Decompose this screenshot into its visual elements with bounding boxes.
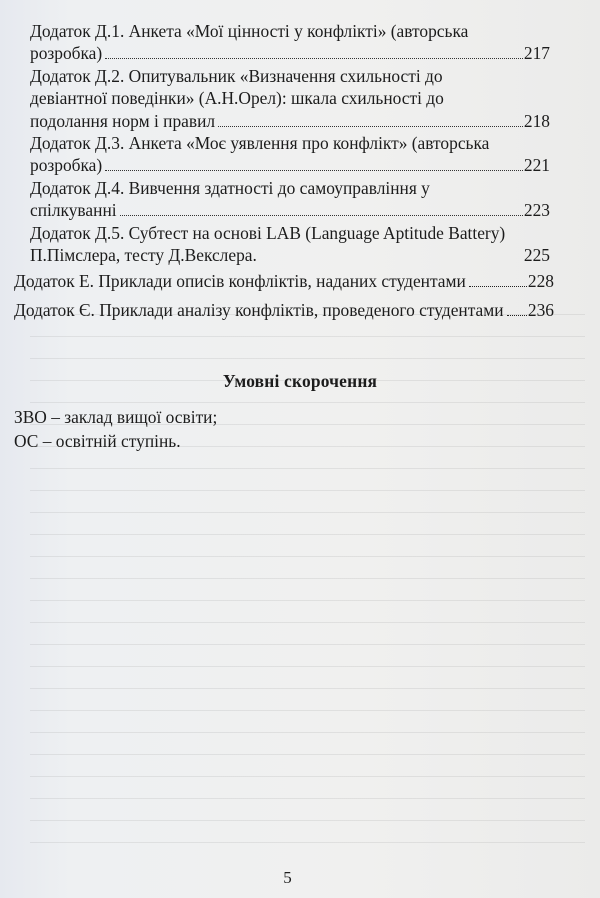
toc-entry-text: спілкуванні (30, 200, 117, 221)
toc-entry-text: Додаток Д.5. Субтест на основі LAB (Language Aptitude Battery) (30, 223, 506, 243)
toc-page-number: 218 (523, 110, 550, 131)
abbreviation-item: ОС – освітній ступінь. (14, 431, 181, 451)
dot-leader (105, 169, 523, 171)
toc-entry-text: Додаток Д.3. Анкета «Моє уявлення про конфлікт» (авторська (30, 133, 490, 153)
toc-entry-text: Додаток Є. Приклади аналізу конфліктів, проведеного студентами (14, 300, 504, 320)
toc-entry-line (30, 65, 550, 87)
toc-entry-line (30, 177, 550, 199)
toc-entry-text: девіантної поведінки» (А.Н.Орел): шкала схильності до (30, 88, 444, 109)
dot-leader (120, 214, 523, 216)
abbreviations-heading: Умовні скорочення (222, 371, 378, 391)
toc-entry-text: Додаток Д.4. Вивчення здатності до самоуправління у (30, 178, 430, 198)
toc-page-number: 228 (527, 271, 554, 291)
toc-entry-line (30, 42, 550, 64)
toc-entry-line (30, 222, 550, 244)
toc-entry-line (30, 20, 550, 42)
toc-entry-line (30, 154, 550, 176)
dot-leader (469, 285, 527, 287)
toc-entry-d5[interactable] (30, 222, 550, 267)
toc-entry-text: розробка) (30, 43, 103, 64)
toc-page-number: 236 (527, 300, 554, 320)
page-number: 5 (283, 868, 292, 887)
toc-entry-line (14, 270, 554, 292)
toc-entry-text: П.Пімслера, тесту Д.Векслера. (30, 245, 257, 266)
toc-entry-line (30, 199, 550, 221)
toc-entry-d4[interactable] (30, 177, 550, 222)
dot-leader (105, 57, 523, 59)
toc-entry-text: розробка) (30, 155, 103, 176)
toc-entry-text: подолання норм і правил (30, 110, 216, 131)
abbreviation-item: ЗВО – заклад вищої освіти; (14, 407, 218, 427)
toc-entry-line (14, 299, 554, 321)
toc-entry-text: Додаток Е. Приклади описів конфліктів, наданих студентами (14, 271, 466, 291)
dot-leader (260, 259, 523, 261)
toc-entry-d1[interactable] (30, 20, 550, 65)
toc-page-number: 221 (523, 155, 550, 176)
toc-entry-e[interactable] (14, 270, 554, 292)
toc-entry-text: Додаток Д.1. Анкета «Мої цінності у конфлікті» (авторська (30, 21, 469, 41)
toc-entry-d3[interactable] (30, 132, 550, 177)
toc-page-number: 223 (523, 200, 550, 221)
toc-entry-line (30, 87, 550, 109)
toc-entry-line (30, 244, 550, 266)
dot-leader (507, 314, 527, 316)
toc-entry-line (30, 110, 550, 132)
dot-leader (218, 125, 523, 127)
toc-page-number: 217 (523, 43, 550, 64)
toc-entry-ye[interactable] (14, 299, 554, 321)
toc-entry-line (30, 132, 550, 154)
toc-page-number: 225 (523, 245, 550, 266)
toc-entry-text: Додаток Д.2. Опитувальник «Визначення схильності до (30, 66, 443, 86)
toc-entry-d2[interactable] (30, 65, 550, 132)
